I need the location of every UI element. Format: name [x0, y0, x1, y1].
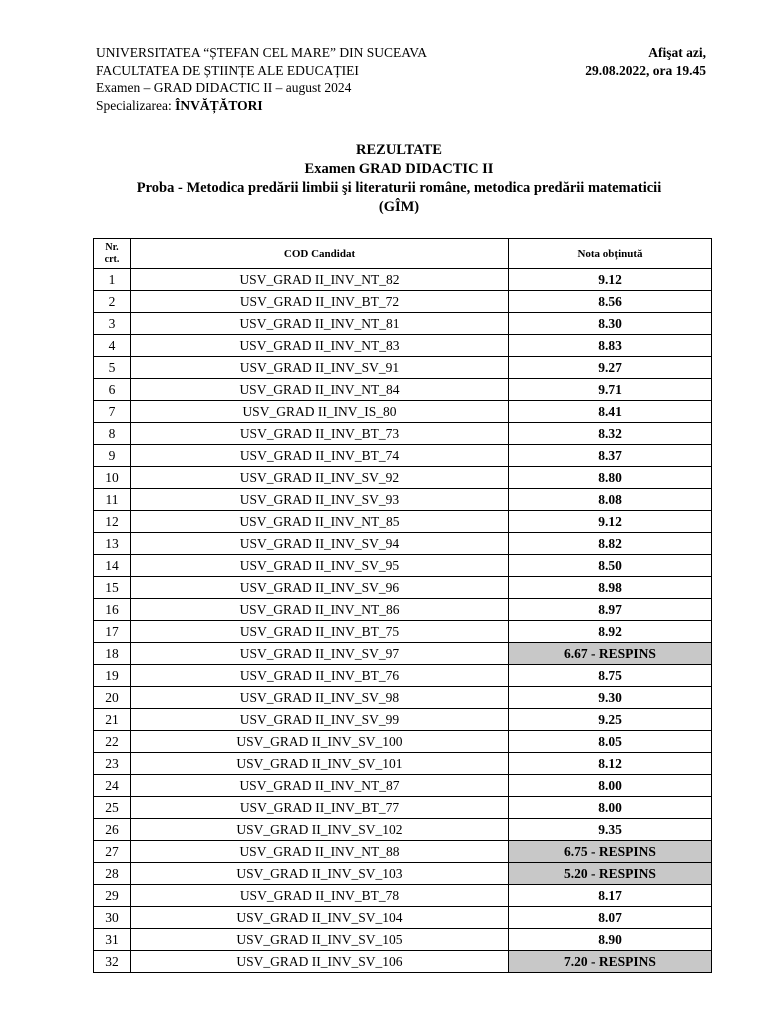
grade: 9.12 [509, 269, 712, 291]
candidate-code: USV_GRAD II_INV_BT_72 [131, 291, 509, 313]
row-number: 1 [94, 269, 131, 291]
candidate-code: USV_GRAD II_INV_SV_106 [131, 951, 509, 973]
table-header-row [94, 239, 712, 269]
candidate-code: USV_GRAD II_INV_SV_102 [131, 819, 509, 841]
table-row [94, 907, 712, 929]
grade: 9.25 [509, 709, 712, 731]
grade: 9.30 [509, 687, 712, 709]
row-number: 11 [94, 489, 131, 511]
row-number: 13 [94, 533, 131, 555]
candidate-code: USV_GRAD II_INV_BT_75 [131, 621, 509, 643]
grade-failed: 5.20 - RESPINS [509, 863, 712, 885]
row-number: 15 [94, 577, 131, 599]
candidate-code: USV_GRAD II_INV_SV_101 [131, 753, 509, 775]
title-results: REZULTATE [356, 142, 442, 158]
grade: 8.80 [509, 467, 712, 489]
table-row [94, 929, 712, 951]
candidate-code: USV_GRAD II_INV_SV_97 [131, 643, 509, 665]
row-number: 9 [94, 445, 131, 467]
grade: 8.97 [509, 599, 712, 621]
grade: 8.00 [509, 775, 712, 797]
row-number: 4 [94, 335, 131, 357]
candidate-code: USV_GRAD II_INV_SV_95 [131, 555, 509, 577]
table-row [94, 951, 712, 973]
candidate-code: USV_GRAD II_INV_SV_98 [131, 687, 509, 709]
grade: 8.37 [509, 445, 712, 467]
table-row [94, 511, 712, 533]
table-row [94, 885, 712, 907]
table-row [94, 533, 712, 555]
row-number: 2 [94, 291, 131, 313]
specialization-value: ÎNVĂȚĂTORI [175, 97, 263, 113]
document-header [96, 44, 427, 114]
grade: 8.98 [509, 577, 712, 599]
candidate-code: USV_GRAD II_INV_NT_81 [131, 313, 509, 335]
specialization-label: Specializarea: [96, 97, 176, 113]
table-row [94, 709, 712, 731]
candidate-code: USV_GRAD II_INV_SV_91 [131, 357, 509, 379]
grade: 8.41 [509, 401, 712, 423]
row-number: 26 [94, 819, 131, 841]
row-number: 14 [94, 555, 131, 577]
table-row [94, 797, 712, 819]
exam-name: Examen – GRAD DIDACTIC II – august 2024 [96, 80, 352, 95]
grade-failed: 6.67 - RESPINS [509, 643, 712, 665]
candidate-code: USV_GRAD II_INV_BT_74 [131, 445, 509, 467]
candidate-code: USV_GRAD II_INV_NT_85 [131, 511, 509, 533]
grade: 8.82 [509, 533, 712, 555]
table-row [94, 665, 712, 687]
table-row [94, 775, 712, 797]
table-row [94, 357, 712, 379]
candidate-code: USV_GRAD II_INV_NT_83 [131, 335, 509, 357]
row-number: 19 [94, 665, 131, 687]
row-number: 32 [94, 951, 131, 973]
candidate-code: USV_GRAD II_INV_NT_88 [131, 841, 509, 863]
grade: 9.71 [509, 379, 712, 401]
candidate-code: USV_GRAD II_INV_SV_94 [131, 533, 509, 555]
posted-notice [585, 44, 706, 79]
grade: 8.56 [509, 291, 712, 313]
grade: 8.00 [509, 797, 712, 819]
header-nr: Nr. crt. [94, 239, 131, 269]
table-row [94, 423, 712, 445]
header-grade: Nota obținută [509, 239, 712, 269]
table-row [94, 577, 712, 599]
grade: 8.08 [509, 489, 712, 511]
table-row [94, 643, 712, 665]
title-subject: Proba - Metodica predării limbii şi literaturii române, metodica predării matematicii [136, 180, 662, 196]
grade: 8.05 [509, 731, 712, 753]
table-row [94, 445, 712, 467]
row-number: 29 [94, 885, 131, 907]
results-table [93, 238, 712, 973]
table-row [94, 489, 712, 511]
candidate-code: USV_GRAD II_INV_NT_86 [131, 599, 509, 621]
candidate-code: USV_GRAD II_INV_SV_100 [131, 731, 509, 753]
table-row [94, 401, 712, 423]
table-row [94, 819, 712, 841]
document-title-block [0, 141, 768, 217]
candidate-code: USV_GRAD II_INV_SV_104 [131, 907, 509, 929]
row-number: 24 [94, 775, 131, 797]
table-row [94, 313, 712, 335]
university-name: UNIVERSITATEA “ȘTEFAN CEL MARE” DIN SUCEAVA [96, 45, 428, 60]
table-row [94, 753, 712, 775]
row-number: 12 [94, 511, 131, 533]
row-number: 16 [94, 599, 131, 621]
table-row [94, 379, 712, 401]
table-row [94, 621, 712, 643]
grade: 9.27 [509, 357, 712, 379]
grade: 8.83 [509, 335, 712, 357]
title-exam: Examen GRAD DIDACTIC II [304, 161, 494, 177]
table-row [94, 269, 712, 291]
grade: 8.12 [509, 753, 712, 775]
candidate-code: USV_GRAD II_INV_SV_103 [131, 863, 509, 885]
row-number: 28 [94, 863, 131, 885]
candidate-code: USV_GRAD II_INV_IS_80 [131, 401, 509, 423]
header-code: COD Candidat [131, 239, 509, 269]
candidate-code: USV_GRAD II_INV_SV_92 [131, 467, 509, 489]
row-number: 30 [94, 907, 131, 929]
row-number: 3 [94, 313, 131, 335]
candidate-code: USV_GRAD II_INV_NT_84 [131, 379, 509, 401]
table-row [94, 687, 712, 709]
grade: 8.90 [509, 929, 712, 951]
row-number: 6 [94, 379, 131, 401]
specialization [96, 97, 427, 115]
grade: 9.12 [509, 511, 712, 533]
table-body [94, 269, 712, 973]
row-number: 5 [94, 357, 131, 379]
table-row [94, 731, 712, 753]
row-number: 27 [94, 841, 131, 863]
grade: 8.92 [509, 621, 712, 643]
candidate-code: USV_GRAD II_INV_BT_77 [131, 797, 509, 819]
row-number: 17 [94, 621, 131, 643]
row-number: 31 [94, 929, 131, 951]
row-number: 20 [94, 687, 131, 709]
table-row [94, 841, 712, 863]
faculty-name: FACULTATEA DE ȘTIINȚE ALE EDUCAȚIEI [96, 62, 359, 78]
grade: 9.35 [509, 819, 712, 841]
table-row [94, 555, 712, 577]
row-number: 7 [94, 401, 131, 423]
row-number: 21 [94, 709, 131, 731]
grade: 8.32 [509, 423, 712, 445]
row-number: 22 [94, 731, 131, 753]
grade: 8.75 [509, 665, 712, 687]
row-number: 23 [94, 753, 131, 775]
row-number: 10 [94, 467, 131, 489]
candidate-code: USV_GRAD II_INV_BT_73 [131, 423, 509, 445]
title-code: (GÎM) [378, 199, 420, 215]
grade-failed: 6.75 - RESPINS [509, 841, 712, 863]
candidate-code: USV_GRAD II_INV_BT_78 [131, 885, 509, 907]
candidate-code: USV_GRAD II_INV_BT_76 [131, 665, 509, 687]
table-row [94, 863, 712, 885]
grade-failed: 7.20 - RESPINS [509, 951, 712, 973]
candidate-code: USV_GRAD II_INV_SV_96 [131, 577, 509, 599]
row-number: 18 [94, 643, 131, 665]
grade: 8.50 [509, 555, 712, 577]
row-number: 25 [94, 797, 131, 819]
table-row [94, 467, 712, 489]
candidate-code: USV_GRAD II_INV_NT_82 [131, 269, 509, 291]
candidate-code: USV_GRAD II_INV_SV_99 [131, 709, 509, 731]
table-row [94, 291, 712, 313]
grade: 8.07 [509, 907, 712, 929]
posted-datetime: 29.08.2022, ora 19.45 [585, 62, 706, 78]
candidate-code: USV_GRAD II_INV_SV_93 [131, 489, 509, 511]
table-row [94, 599, 712, 621]
grade: 8.30 [509, 313, 712, 335]
grade: 8.17 [509, 885, 712, 907]
candidate-code: USV_GRAD II_INV_SV_105 [131, 929, 509, 951]
candidate-code: USV_GRAD II_INV_NT_87 [131, 775, 509, 797]
row-number: 8 [94, 423, 131, 445]
table-row [94, 335, 712, 357]
posted-label: Afişat azi, [648, 45, 706, 60]
